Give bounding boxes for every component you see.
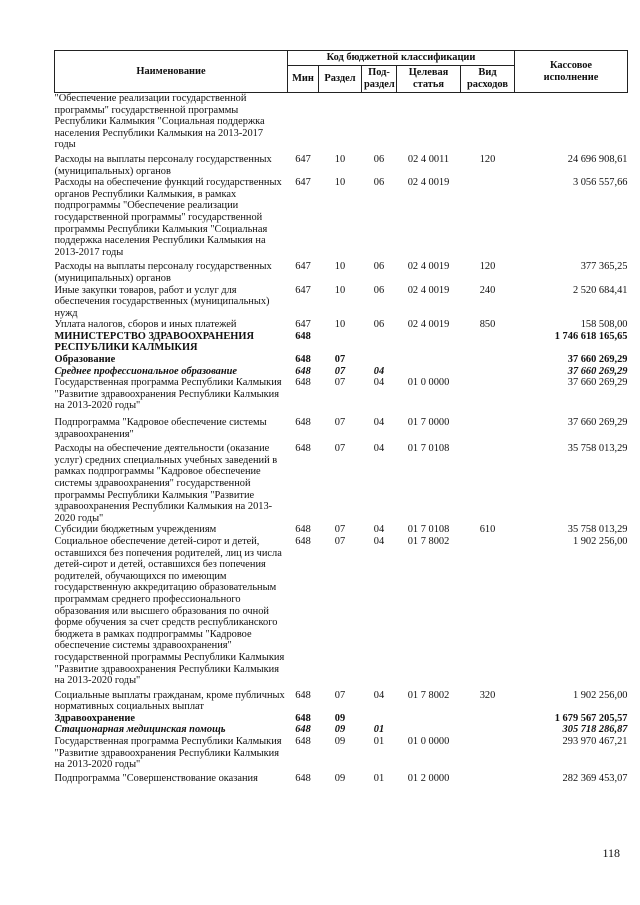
row-subsection-cell: 04 xyxy=(373,524,385,536)
row-expense-type-cell xyxy=(461,412,515,440)
row-ministry-cell: 648 xyxy=(295,689,311,701)
row-expense-type-cell xyxy=(461,440,515,524)
row-expense-type-cell: 850 xyxy=(479,319,496,331)
budget-report-sheet xyxy=(54,50,627,784)
row-subsection-cell xyxy=(362,93,397,151)
row-name-cell: Расходы на обеспечение деятельности (оказание услуг) средних специальных учебных заведений в рамках подпрограммы "Кадровое обеспечение системы здравоохранения" государственной программы Республики Калмыкия "Развитие здравоохранения Республики Калмыкия на 2013-2020 годы" xyxy=(54,443,278,524)
row-target-article-cell xyxy=(397,724,461,736)
row-ministry-cell: 647 xyxy=(295,153,311,165)
row-name-cell: "Обеспечение реализации государственной программы" государственной программы Республики Калмыкия "Социальная поддержка населения Республики Калмыкия на 2013-2017 годы xyxy=(54,93,265,151)
page-number: 118 xyxy=(602,846,620,860)
header-subsection xyxy=(362,66,397,93)
row-name-cell: Подпрограмма "Кадровое обеспечение системы здравоохранения" xyxy=(54,417,267,440)
row-expense-type-cell: 320 xyxy=(479,689,496,701)
header-cash-execution-label: Кассовое исполнение xyxy=(543,59,599,83)
row-amount-cell: 37 660 269,29 xyxy=(567,417,628,429)
header-name: Наименование xyxy=(55,51,288,93)
table-row xyxy=(55,524,628,536)
row-subsection-cell: 04 xyxy=(373,443,385,455)
row-subsection-cell: 06 xyxy=(373,319,385,331)
row-amount-cell: 35 758 013,29 xyxy=(567,443,628,455)
row-subsection-cell: 06 xyxy=(373,261,385,273)
row-section-cell: 10 xyxy=(334,177,346,189)
row-name-cell: Социальные выплаты гражданам, кроме публичных нормативных социальных выплат xyxy=(54,689,285,713)
row-target-article-cell xyxy=(397,93,461,151)
row-amount-cell: 37 660 269,29 xyxy=(567,354,628,366)
row-section-cell: 09 xyxy=(334,724,346,736)
row-name-cell: Субсидии бюджетным учреждениям xyxy=(54,524,217,536)
table-header xyxy=(55,51,628,93)
row-name-cell: Расходы на выплаты персоналу государственных (муниципальных) органов xyxy=(54,153,272,177)
row-name-cell: Стационарная медицинская помощь xyxy=(54,724,226,736)
row-name-cell: Социальное обеспечение детей-сирот и детей, оставшихся без попечения родителей, лиц из числа детей-сирот и детей, оставшихся без попечения родителей, обучающихся по имеющим государственную аккредитацию образовательным программам среднего профессионального образования или высшего образования по очной форме обучения за счет средств республиканского бюджета в рамках подпрограммы "Кадровое обеспечение системы здравоохранения" государственной программы Республики Калмыкия "Развитие здравоохранения Республики Калмыкия на 2013-2020 годы" xyxy=(54,535,285,687)
row-name-cell: МИНИСТЕРСТВО ЗДРАВООХРАНЕНИЯ РЕСПУБЛИКИ КАЛМЫКИЯ xyxy=(54,330,254,354)
row-ministry-cell: 648 xyxy=(295,365,311,377)
row-amount-cell: 282 369 453,07 xyxy=(562,772,628,784)
row-target-article-cell: 01 0 0000 xyxy=(407,736,450,748)
row-amount-cell: 1 679 567 205,57 xyxy=(554,712,628,724)
row-section-cell: 07 xyxy=(334,377,346,389)
row-amount-cell: 377 365,25 xyxy=(580,261,628,273)
row-name-cell: Государственная программа Республики Калмыкия "Развитие здравоохранения Республики Калмыкия на 2013-2020 годы" xyxy=(54,736,282,771)
row-name-cell: Среднее профессиональное образование xyxy=(54,365,238,377)
row-expense-type-cell xyxy=(461,724,515,736)
row-subsection-cell: 06 xyxy=(373,153,385,165)
table-row xyxy=(55,412,628,440)
row-target-article-cell: 01 2 0000 xyxy=(407,772,450,784)
row-subsection-cell: 04 xyxy=(373,365,385,377)
row-section-cell: 10 xyxy=(334,319,346,331)
row-name-cell: Расходы на обеспечение функций государственных органов Республики Калмыкия, в рамках подпрограммы "Обеспечение реализации государственной программы" государственной программы Республики Калмыкия "Социальная поддержка населения Республики Калмыкия на 2013-2017 годы xyxy=(54,177,282,258)
row-ministry-cell: 647 xyxy=(295,177,311,189)
row-section-cell: 07 xyxy=(334,354,346,366)
row-subsection-cell: 04 xyxy=(373,535,385,547)
row-subsection-cell: 06 xyxy=(373,284,385,296)
row-ministry-cell: 648 xyxy=(295,417,311,429)
header-target-article xyxy=(397,66,461,93)
row-subsection-cell xyxy=(362,354,397,366)
row-amount-cell: 2 520 684,41 xyxy=(572,284,628,296)
row-amount-cell: 305 718 286,87 xyxy=(562,724,628,736)
row-section-cell xyxy=(319,331,362,354)
table-row xyxy=(55,771,628,785)
table-row xyxy=(55,258,628,284)
row-ministry-cell: 647 xyxy=(295,284,311,296)
row-target-article-cell xyxy=(397,331,461,354)
row-ministry-cell: 648 xyxy=(295,377,311,389)
row-ministry-cell: 648 xyxy=(295,535,311,547)
row-amount-cell: 24 696 908,61 xyxy=(567,153,628,165)
row-ministry-cell: 648 xyxy=(295,443,311,455)
row-target-article-cell: 01 7 8002 xyxy=(407,535,450,547)
row-target-article-cell: 01 7 8002 xyxy=(407,689,450,701)
row-section-cell: 09 xyxy=(334,772,346,784)
header-section: Раздел xyxy=(319,66,362,93)
row-target-article-cell xyxy=(397,713,461,725)
row-section-cell: 09 xyxy=(334,712,346,724)
row-name-cell: Подпрограмма "Совершенствование оказания xyxy=(54,772,258,784)
row-amount-cell: 293 970 467,21 xyxy=(562,736,628,748)
table-row xyxy=(55,536,628,687)
row-name-cell: Государственная программа Республики Калмыкия "Развитие здравоохранения Республики Калмыкия на 2013-2020 годы" xyxy=(54,377,282,412)
table-row xyxy=(55,177,628,258)
row-subsection-cell: 01 xyxy=(373,736,385,748)
row-expense-type-cell xyxy=(461,713,515,725)
row-target-article-cell xyxy=(397,366,461,378)
row-subsection-cell xyxy=(362,331,397,354)
row-expense-type-cell: 240 xyxy=(479,284,496,296)
row-amount-cell: 158 508,00 xyxy=(580,319,628,331)
row-amount-cell: 1 746 618 165,65 xyxy=(554,330,628,342)
row-target-article-cell: 02 4 0019 xyxy=(407,177,450,189)
row-amount-cell xyxy=(515,93,628,151)
row-ministry-cell: 648 xyxy=(295,724,311,736)
header-target-article-label: Целевая статья xyxy=(408,67,449,90)
row-subsection-cell xyxy=(362,713,397,725)
row-name-cell: Иные закупки товаров, работ и услуг для обеспечения государственных (муниципальных) нужд xyxy=(54,284,270,319)
row-ministry-cell: 647 xyxy=(295,319,311,331)
row-name-cell: Здравоохранение xyxy=(54,712,135,724)
table-row xyxy=(55,736,628,771)
row-target-article-cell: 02 4 0019 xyxy=(407,284,450,296)
table-row xyxy=(55,377,628,412)
row-expense-type-cell xyxy=(461,377,515,412)
row-section-cell: 07 xyxy=(334,689,346,701)
table-row xyxy=(55,724,628,736)
row-amount-cell: 37 660 269,29 xyxy=(567,377,628,389)
row-target-article-cell: 02 4 0019 xyxy=(407,319,450,331)
table-row xyxy=(55,319,628,331)
table-row xyxy=(55,366,628,378)
header-subsection-label: Под- раздел xyxy=(364,67,395,90)
row-subsection-cell: 04 xyxy=(373,377,385,389)
row-target-article-cell: 02 4 0011 xyxy=(407,153,450,165)
row-target-article-cell: 01 0 0000 xyxy=(407,377,450,389)
row-section-cell xyxy=(319,93,362,151)
row-expense-type-cell xyxy=(461,366,515,378)
row-expense-type-cell xyxy=(461,354,515,366)
row-ministry-cell: 648 xyxy=(295,712,311,724)
table-row xyxy=(55,687,628,713)
header-ministry: Мин xyxy=(288,66,319,93)
row-subsection-cell: 04 xyxy=(373,689,385,701)
row-expense-type-cell xyxy=(461,536,515,687)
row-expense-type-cell: 120 xyxy=(479,261,496,273)
row-subsection-cell: 04 xyxy=(373,417,385,429)
row-subsection-cell: 01 xyxy=(373,724,385,736)
row-ministry-cell: 648 xyxy=(295,354,311,366)
row-subsection-cell: 06 xyxy=(373,177,385,189)
header-expense-type-label: Вид расходов xyxy=(467,67,508,90)
row-section-cell: 07 xyxy=(334,417,346,429)
row-target-article-cell xyxy=(397,354,461,366)
row-expense-type-cell: 610 xyxy=(479,524,496,536)
row-section-cell: 10 xyxy=(334,261,346,273)
budget-table xyxy=(54,50,628,784)
header-expense-type xyxy=(461,66,515,93)
table-row xyxy=(55,285,628,320)
row-amount-cell: 3 056 557,66 xyxy=(572,177,628,189)
row-ministry-cell: 648 xyxy=(295,330,311,342)
table-row xyxy=(55,93,628,151)
row-expense-type-cell xyxy=(461,331,515,354)
row-name-cell: Расходы на выплаты персоналу государственных (муниципальных) органов xyxy=(54,261,272,284)
row-amount-cell: 35 758 013,29 xyxy=(567,524,628,536)
row-amount-cell: 1 902 256,00 xyxy=(572,535,628,547)
row-ministry-cell: 648 xyxy=(295,736,311,748)
row-target-article-cell: 02 4 0019 xyxy=(407,261,450,273)
header-classification-code: Код бюджетной классификации xyxy=(288,51,515,66)
row-target-article-cell: 01 7 0000 xyxy=(407,417,450,429)
row-expense-type-cell xyxy=(461,771,515,785)
row-expense-type-cell: 120 xyxy=(479,153,496,165)
row-amount-cell: 1 902 256,00 xyxy=(572,689,628,701)
row-section-cell: 10 xyxy=(334,284,346,296)
table-row xyxy=(55,713,628,725)
row-expense-type-cell xyxy=(461,93,515,151)
row-ministry-cell: 648 xyxy=(295,524,311,536)
row-ministry-cell: 648 xyxy=(295,772,311,784)
row-section-cell: 07 xyxy=(334,443,346,455)
row-target-article-cell: 01 7 0108 xyxy=(407,443,450,455)
row-section-cell: 07 xyxy=(334,365,346,377)
table-row xyxy=(55,440,628,524)
row-expense-type-cell xyxy=(461,736,515,771)
table-row xyxy=(55,354,628,366)
row-section-cell: 09 xyxy=(334,736,346,748)
row-target-article-cell: 01 7 0108 xyxy=(407,524,450,536)
table-body xyxy=(55,93,628,785)
row-expense-type-cell xyxy=(461,177,515,258)
row-ministry-cell xyxy=(288,93,319,151)
row-subsection-cell: 01 xyxy=(373,772,385,784)
row-section-cell: 07 xyxy=(334,524,346,536)
row-name-cell: Уплата налогов, сборов и иных платежей xyxy=(54,319,237,331)
row-name-cell: Образование xyxy=(54,354,116,366)
table-row xyxy=(55,331,628,354)
header-cash-execution xyxy=(515,51,628,93)
table-row xyxy=(55,151,628,177)
row-section-cell: 10 xyxy=(334,153,346,165)
row-ministry-cell: 647 xyxy=(295,261,311,273)
row-amount-cell: 37 660 269,29 xyxy=(567,365,628,377)
row-section-cell: 07 xyxy=(334,535,346,547)
